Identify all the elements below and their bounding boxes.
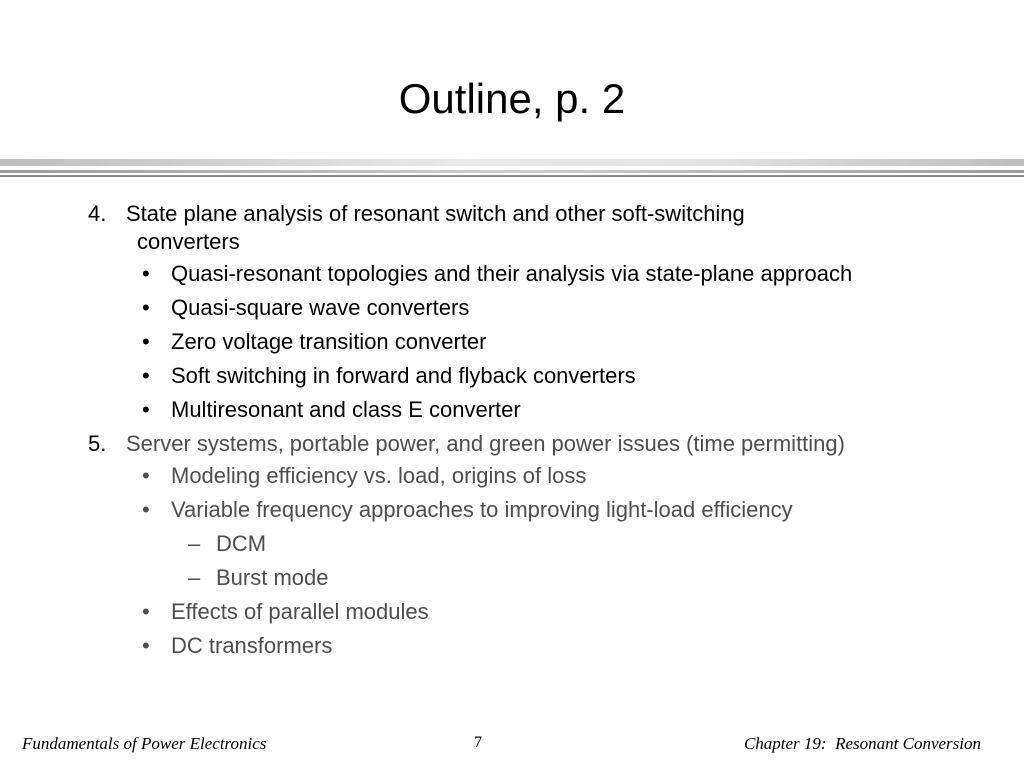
title-rule-top: [0, 159, 1024, 166]
bullet-icon: •: [142, 633, 150, 658]
list-item: [0, 462, 871, 490]
list-item-text: DC transformers: [171, 633, 333, 658]
slide-title: Outline, p. 2: [398, 75, 626, 122]
section-number: 4.: [88, 201, 107, 226]
footer-page-number: 7: [474, 734, 482, 751]
outline-body: [0, 200, 1024, 666]
list-item: [0, 496, 871, 524]
section-heading: State plane analysis of resonant switch and other soft-switching converters: [126, 201, 745, 254]
list-item: [0, 632, 871, 660]
section-heading: Server systems, portable power, and green power issues (time permitting): [126, 431, 845, 456]
list-item-text: Soft switching in forward and flyback converters: [171, 363, 636, 388]
list-item: [0, 294, 871, 322]
bullet-icon: •: [142, 329, 150, 354]
outline-section: [0, 200, 846, 256]
bullet-icon: •: [142, 363, 150, 388]
list-item-text: Multiresonant and class E converter: [171, 397, 521, 422]
list-item-text: Variable frequency approaches to improving light-load efficiency: [171, 497, 793, 522]
list-item: [0, 598, 871, 626]
title-rule-bottom: [0, 175, 1024, 177]
list-item: [0, 328, 871, 356]
bullet-icon: •: [142, 261, 150, 286]
list-item-text: Quasi-square wave converters: [171, 295, 470, 320]
list-item-text: Modeling efficiency vs. load, origins of loss: [171, 463, 587, 488]
list-item: [0, 260, 871, 288]
dash-icon: –: [188, 565, 201, 590]
bullet-icon: •: [142, 397, 150, 422]
list-item-text: Quasi-resonant topologies and their analysis via state-plane approach: [171, 261, 853, 286]
footer-chapter-title: Chapter 19: Resonant Conversion: [743, 734, 981, 753]
title-rule-middle: [0, 170, 1024, 173]
section-number: 5.: [88, 431, 107, 456]
bullet-icon: •: [142, 295, 150, 320]
list-item-text: Zero voltage transition converter: [171, 329, 487, 354]
sub-list-item: [0, 530, 866, 558]
list-item: [0, 362, 871, 390]
outline-section: [0, 430, 846, 458]
dash-icon: –: [188, 531, 201, 556]
bullet-icon: •: [142, 463, 150, 488]
sub-list-item-text: Burst mode: [216, 565, 329, 590]
list-item: [0, 396, 871, 424]
list-item-text: Effects of parallel modules: [171, 599, 429, 624]
sub-list-item-text: DCM: [216, 531, 267, 556]
bullet-icon: •: [142, 599, 150, 624]
footer-book-title: Fundamentals of Power Electronics: [22, 734, 267, 753]
sub-list-item: [0, 564, 866, 592]
bullet-icon: •: [142, 497, 150, 522]
